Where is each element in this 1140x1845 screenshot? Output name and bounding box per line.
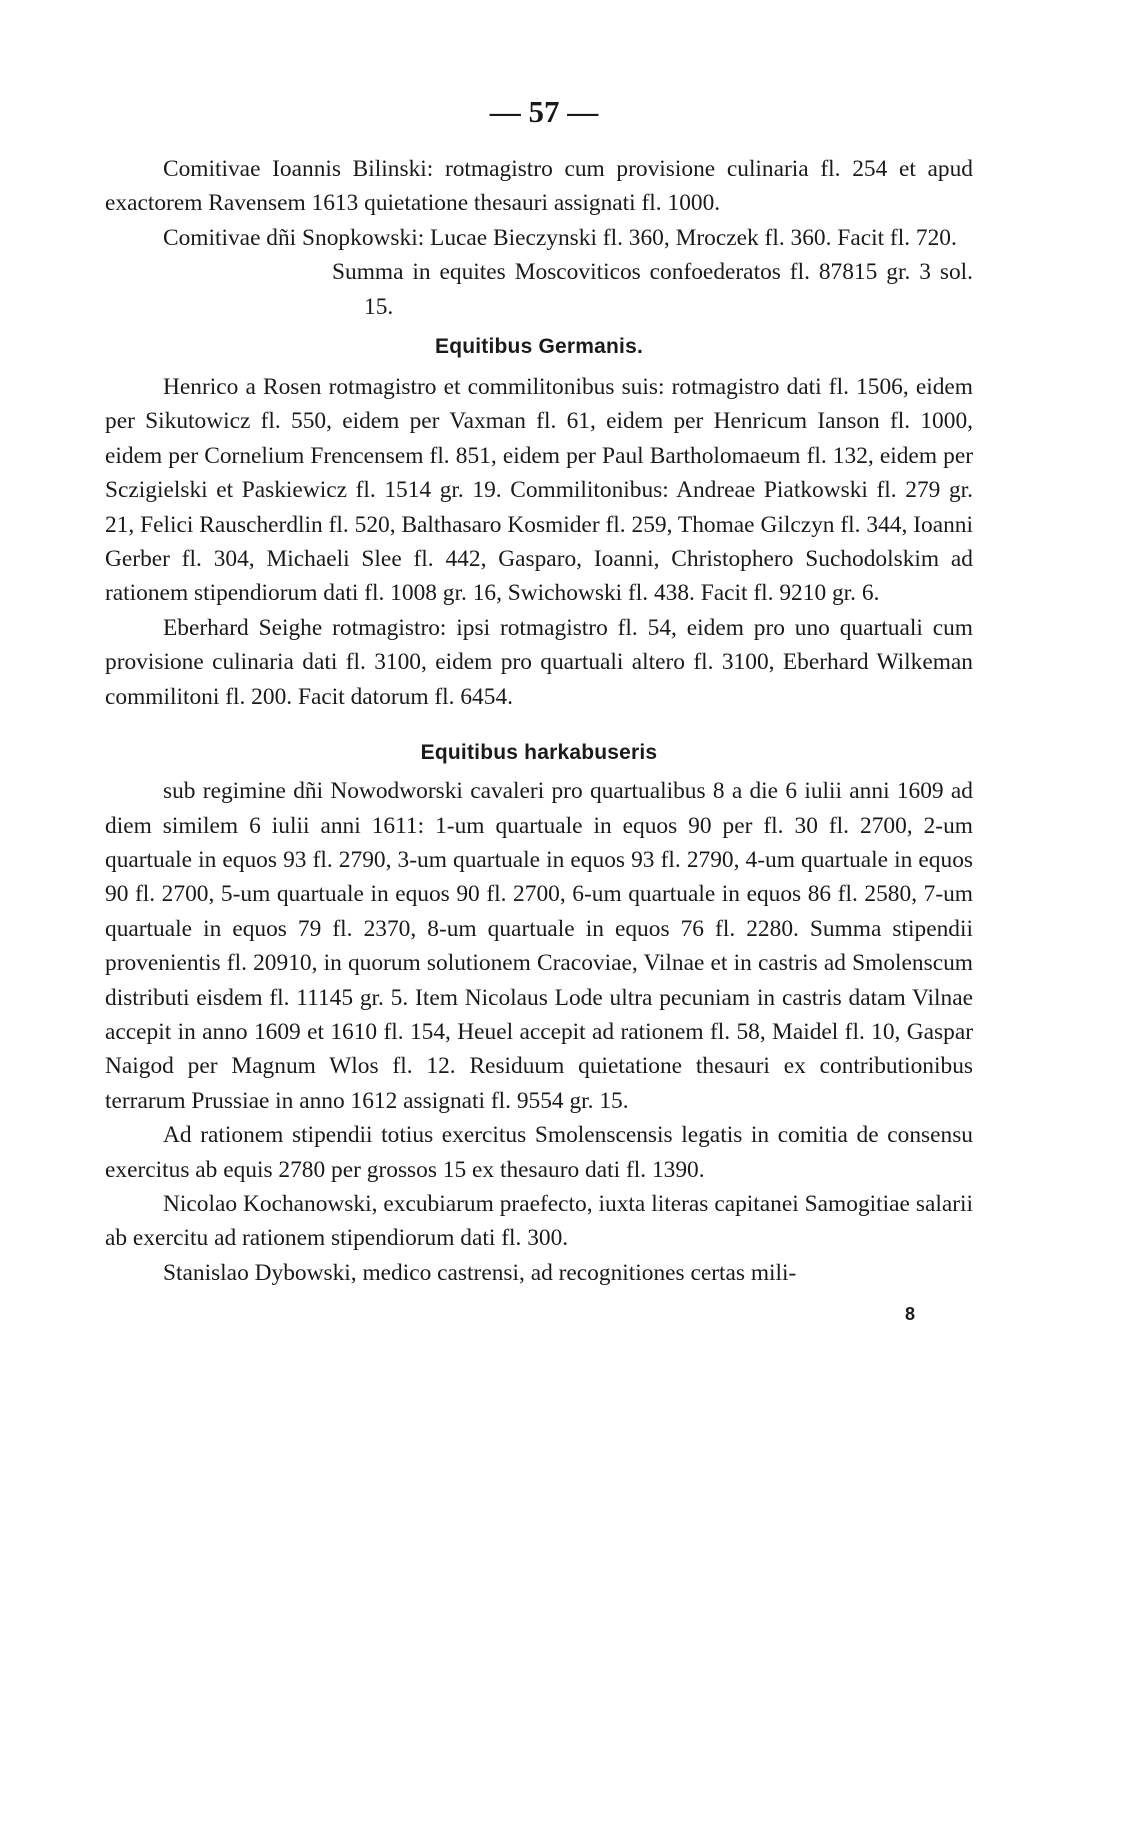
paragraph-kochanowski: Nicolao Kochanowski, excubiarum praefecto, iuxta literas capitanei Samogitiae salarii ab exercitu ad rationem stipendiorum dati fl. 300.	[105, 1190, 973, 1252]
heading-equitibus-germanis: Equitibus Germanis.	[434, 335, 643, 359]
page-number: — 57 —	[489, 94, 599, 129]
paragraph-nowodworski: sub regimine dñi Nowodworski cavaleri pro quartualibus 8 a die 6 iulii anni 1609 ad diem similem 6 iulii anni 1611: 1-um quartuale in equos 90 per fl. 30 fl. 2700, 2-um quartuale in equos 93 fl. 2790, 3-um quartuale in equos 93 fl. 2790, 4-um quartuale in equos 90 fl. 2700, 5-um quartuale in equos 90 fl. 2700, 6-um quartuale in equos 86 fl. 2580, 7-um quartuale in equos 79 fl. 2370, 8-um quartuale in equos 76 fl. 2280. Summa stipendii provenientis fl. 20910, in quorum solutionem Cracoviae, Vilnae et in castris ad Smolenscum distributi eisdem fl. 11145 gr. 5. Item Nicolaus Lode ultra pecuniam in castris datam Vilnae accepit in anno 1609 et 1610 fl. 154, Heuel accepit ad rationem fl. 58, Maidel fl. 10, Gaspar Naigod per Magnum Wlos fl. 12. Residuum quietatione thesauri ex contributionibus terrarum Prussiae in anno 1612 assignati fl. 9554 gr. 15.	[105, 778, 973, 1114]
paragraph-dybowski: Stanislao Dybowski, medico castrensi, ad recognitiones certas mili-	[163, 1259, 797, 1286]
paragraph-bilinski: Comitivae Ioannis Bilinski: rotmagistro cum provisione culinaria fl. 254 et apud exactorem Ravensem 1613 quietatione thesauri assignati fl. 1000.	[105, 156, 973, 217]
paragraph-snopkowski: Comitivae dñi Snopkowski: Lucae Bieczynski fl. 360, Mroczek fl. 360. Facit fl. 720.	[163, 224, 957, 251]
heading-equitibus-harkabuseris: Equitibus harkabuseris	[420, 741, 658, 765]
paragraph-exercitus-smolenscensis: Ad rationem stipendii totius exercitus Smolenscensis legatis in comitia de consensu exercitus ab equis 2780 per grossos 15 ex thesauro dati fl. 1390.	[105, 1122, 973, 1183]
signature-mark: 8	[904, 1304, 915, 1325]
paragraph-henrico-rosen: Henrico a Rosen rotmagistro et commilitonibus suis: rotmagistro dati fl. 1506, eidem per Sikutowicz fl. 550, eidem per Vaxman fl. 61, eidem per Henricum Ianson fl. 1000, eidem per Cornelium Frencensem fl. 851, eidem per Paul Bartholomaeum fl. 132, eidem per Sczigielski et Paskiewicz fl. 1514 gr. 19. Commilitonibus: Andreae Piatkowski fl. 279 gr. 21, Felici Rauscherdlin fl. 520, Balthasaro Kosmider fl. 259, Thomae Gilczyn fl. 344, Ioanni Gerber fl. 304, Michaeli Slee fl. 442, Gasparo, Ioanni, Christophero Suchodolskim ad rationem stipendiorum dati fl. 1008 gr. 16, Swichowski fl. 438. Facit fl. 9210 gr. 6.	[105, 374, 973, 607]
summa-moscoviticos: Summa in equites Moscoviticos confoederatos fl. 87815 gr. 3 sol. 15.	[332, 259, 973, 320]
paragraph-eberhard-seighe: Eberhard Seighe rotmagistro: ipsi rotmagistro fl. 54, eidem pro uno quartuali cum provisione culinaria dati fl. 3100, eidem pro quartuali altero fl. 3100, Eberhard Wilkeman commilitoni fl. 200. Facit datorum fl. 6454.	[105, 614, 973, 710]
document-page	[105, 88, 973, 1325]
document-body	[105, 152, 973, 1290]
